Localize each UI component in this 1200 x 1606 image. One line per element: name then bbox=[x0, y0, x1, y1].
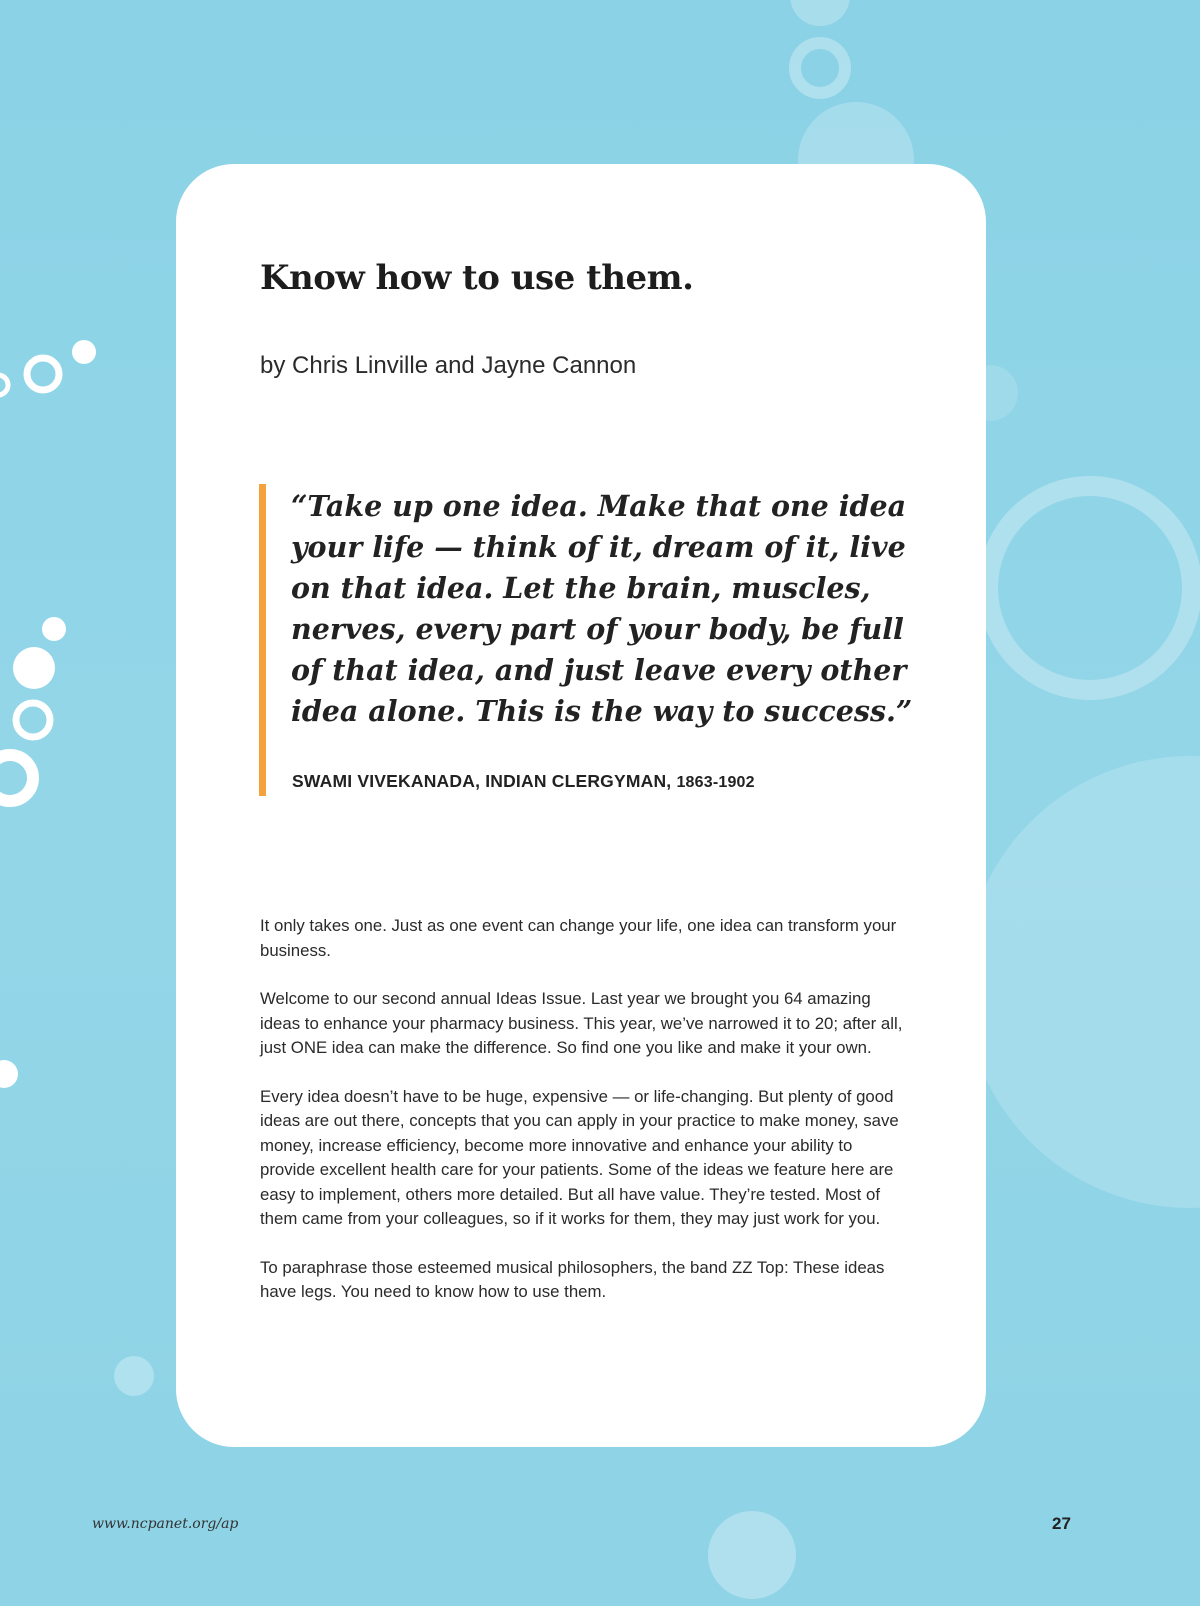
article-title: Know how to use them. bbox=[260, 258, 694, 298]
bubble-decoration bbox=[964, 756, 1200, 1208]
attribution-name: SWAMI VIVEKANADA, INDIAN CLERGYMAN, bbox=[292, 771, 672, 791]
bubble-decoration bbox=[708, 1511, 796, 1599]
bubble-decoration bbox=[0, 375, 8, 395]
pull-quote-attribution bbox=[292, 771, 755, 792]
bubble-decoration bbox=[114, 1356, 154, 1396]
attribution-dates: 1863-1902 bbox=[676, 774, 755, 791]
footer-url: www.ncpanet.org/ap bbox=[92, 1516, 239, 1532]
bubble-decoration bbox=[0, 755, 33, 801]
body-paragraph: Every idea doesn’t have to be huge, expensive — or life-changing. But plenty of good ideas are out there, concepts that you can apply in your practice to make money, save money, increase efficiency, become more innovative and enhance your ability to provide excellent health care for your patients. Some of the ideas we feature here are easy to implement, others more detailed. But all have value. They’re tested. Most of them came from your colleagues, so if it works for them, they may just work for you. bbox=[260, 1086, 899, 1228]
article-byline: by Chris Linville and Jayne Cannon bbox=[260, 352, 637, 379]
bubble-decoration bbox=[988, 486, 1192, 690]
body-paragraph: Welcome to our second annual Ideas Issue. Last year we brought you 64 amazing ideas to enhance your pharmacy business. This year, we’ve narrowed it to 20; after all, just ONE idea can make the difference. So find one you like and make it your own. bbox=[260, 989, 903, 1057]
bubble-decoration bbox=[27, 358, 59, 390]
page-number: 27 bbox=[1052, 1514, 1071, 1533]
article-body bbox=[260, 914, 910, 1329]
pull-quote-accent-bar bbox=[259, 484, 266, 796]
bubble-decoration bbox=[42, 617, 66, 641]
bubble-decoration bbox=[13, 647, 55, 689]
bubble-decoration bbox=[795, 43, 845, 93]
bubble-decoration bbox=[16, 703, 50, 737]
bubble-decoration bbox=[72, 340, 96, 364]
body-paragraph: It only takes one. Just as one event can change your life, one idea can transform your business. bbox=[260, 916, 897, 960]
bubble-decoration bbox=[0, 1060, 18, 1088]
bubble-decoration bbox=[790, 0, 850, 26]
body-paragraph: To paraphrase those esteemed musical philosophers, the band ZZ Top: These ideas have legs. You need to know how to use them. bbox=[260, 1257, 885, 1301]
pull-quote-text: “Take up one idea. Make that one idea your life — think of it, dream of it, live on that idea. Let the brain, muscles, nerves, every part of your body, be full of that idea, and just leave every other idea alone. This is the way to success.” bbox=[291, 489, 913, 728]
